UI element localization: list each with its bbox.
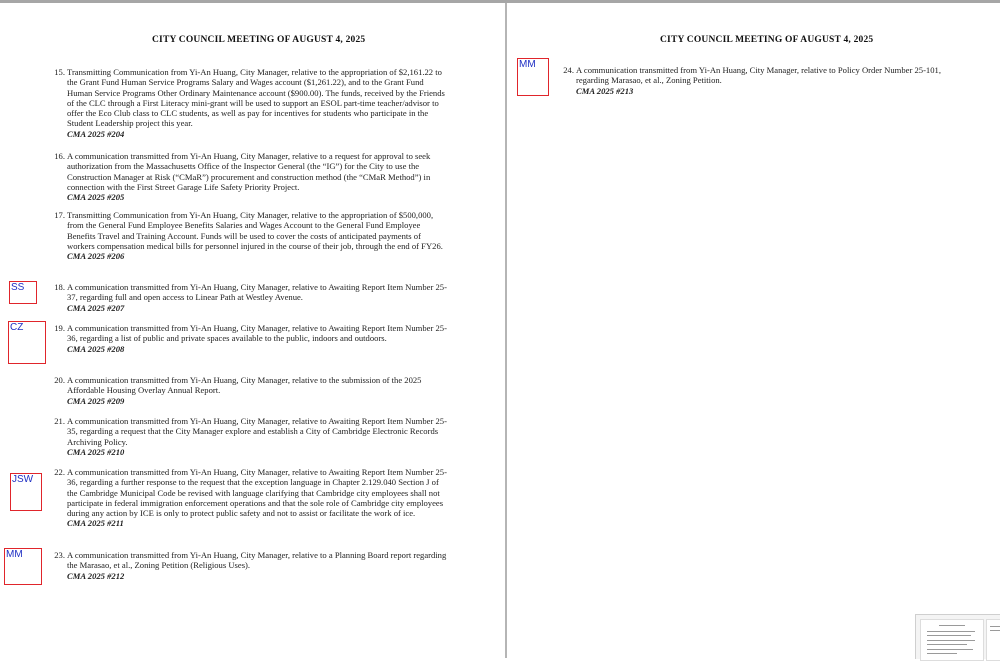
agenda-item <box>50 550 450 581</box>
page-thumbnail-preview[interactable] <box>915 614 1000 659</box>
item-text: A communication transmitted from Yi-An Huang, City Manager, relative to the submission of the 2025 Affordable Housing Overlay Annual Report. <box>67 375 422 396</box>
item-reference: CMA 2025 #212 <box>67 570 125 581</box>
agenda-item <box>50 416 450 457</box>
agenda-item <box>50 375 450 406</box>
agenda-item <box>50 210 450 261</box>
item-number: 22. <box>54 467 65 477</box>
annotation-jsw[interactable]: JSW <box>10 473 42 511</box>
agenda-item <box>50 323 450 354</box>
document-page-right <box>507 3 1000 658</box>
agenda-item <box>50 282 450 313</box>
page-header-title: CITY COUNCIL MEETING OF AUGUST 4, 2025 <box>152 35 366 45</box>
item-number: 15. <box>54 67 65 77</box>
item-reference: CMA 2025 #213 <box>576 85 634 96</box>
document-page-left <box>0 3 505 658</box>
page-header-title: CITY COUNCIL MEETING OF AUGUST 4, 2025 <box>660 35 874 45</box>
item-text: A communication transmitted from Yi-An Huang, City Manager, relative to a Planning Board report regarding the Marasao, et al., Zoning Petition (Religious Uses). <box>67 550 447 571</box>
agenda-item <box>559 65 954 96</box>
item-reference: CMA 2025 #204 <box>67 128 125 139</box>
item-text: Transmitting Communication from Yi-An Huang, City Manager, relative to the appropriation of $500,000, from the General Fund Employee Benefits Salaries and Wages Account to the General Fund Employee Benefits Travel and Training Account. Funds will be used to cover the costs of anticipated payments of workers compensation medical bills for personnel injured in the course of their job, through the end of FY26. <box>67 210 443 251</box>
thumbnail-page <box>986 619 1000 661</box>
item-number: 19. <box>54 323 65 333</box>
item-reference: CMA 2025 #209 <box>67 395 125 406</box>
item-text: A communication transmitted from Yi-An Huang, City Manager, relative to Awaiting Report Item Number 25-36, regarding a further response to the request that the exception language in Chapter 2.129.040 Section J of the Cambridge Municipal Code be revised with language clarifying that Cambridge city employees shall not participate in federal immigration enforcement operations and that the sole role of Cambridge city employees during any action by ICE is only to protect public safety and not to assist or facilitate the work of ice. <box>67 467 447 519</box>
agenda-item <box>50 67 450 139</box>
agenda-item <box>50 467 450 529</box>
item-text: A communication transmitted from Yi-An Huang, City Manager, relative to Awaiting Report Item Number 25-36, regarding a list of public and private spaces available to the public, indoors and outdoors. <box>67 323 447 344</box>
annotation-mm-left[interactable]: MM <box>4 548 42 585</box>
item-number: 24. <box>563 65 574 75</box>
item-reference: CMA 2025 #206 <box>67 251 125 262</box>
item-text: A communication transmitted from Yi-An Huang, City Manager, relative to Policy Order Number 25-101, regarding Marasao, et al., Zoning Petition. <box>576 65 941 86</box>
item-reference: CMA 2025 #208 <box>67 343 125 354</box>
thumbnail-page <box>920 619 984 661</box>
item-reference: CMA 2025 #211 <box>67 518 124 529</box>
item-number: 18. <box>54 282 65 292</box>
item-number: 17. <box>54 210 65 220</box>
annotation-ss[interactable]: SS <box>9 281 37 304</box>
item-reference: CMA 2025 #207 <box>67 302 125 313</box>
item-text: A communication transmitted from Yi-An Huang, City Manager, relative to Awaiting Report Item Number 25-37, regarding full and open access to Linear Path at Westley Avenue. <box>67 282 447 303</box>
item-number: 23. <box>54 550 65 560</box>
annotation-cz[interactable]: CZ <box>8 321 46 364</box>
item-number: 21. <box>54 416 65 426</box>
item-reference: CMA 2025 #205 <box>67 192 125 203</box>
item-text: Transmitting Communication from Yi-An Huang, City Manager, relative to the appropriation of $2,161.22 to the Grant Fund Human Service Programs Salary and Wages account ($1,261.22), and to the Grant Fund Human Service Programs Other Ordinary Maintenance account ($900.00). The funds, received by the Friends of the CLC through a First Literacy mini-grant will be used to support an ESOL part-time teacher/advisor to offer the Eco Club class to CLC students, as well as pay for incentives for students who participate in the Student Leadership project this year. <box>67 67 445 129</box>
item-number: 16. <box>54 151 65 161</box>
item-number: 20. <box>54 375 65 385</box>
item-reference: CMA 2025 #210 <box>67 446 125 457</box>
agenda-item <box>50 151 450 202</box>
item-text: A communication transmitted from Yi-An Huang, City Manager, relative to a request for approval to seek authorization from the Massachusetts Office of the Inspector General (the “IG”) for the City to use the Construction Manager at Risk (“CMaR”) procurement and construction method (the “CMaR Method”) in connection with the First Street Garage Life Safety Priority Project. <box>67 151 431 192</box>
annotation-mm-right[interactable]: MM <box>517 58 549 96</box>
item-text: A communication transmitted from Yi-An Huang, City Manager, relative to Awaiting Report Item Number 25-35, regarding a request that the City Manager explore and establish a City of Cambridge Electronic Records Archiving Policy. <box>67 416 447 447</box>
